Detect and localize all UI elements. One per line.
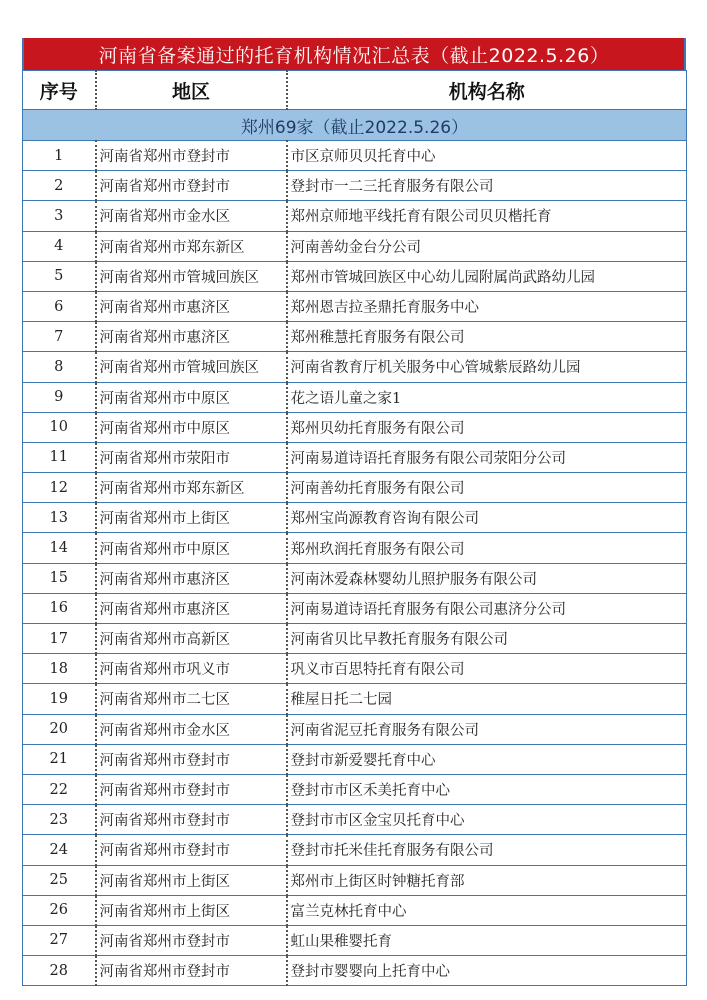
row-name: 河南易道诗语托育服务有限公司惠济分公司: [287, 593, 687, 623]
table-row: [23, 835, 687, 865]
row-name: 郑州宝尚源教育咨询有限公司: [287, 503, 687, 533]
table-row: [23, 412, 687, 442]
row-index: 9: [23, 382, 96, 412]
row-name: 郑州京师地平线托育有限公司贝贝楷托育: [287, 201, 687, 231]
table-row: [23, 322, 687, 352]
table-row: [23, 895, 687, 925]
row-index: 10: [23, 412, 96, 442]
header-row: [23, 71, 687, 110]
row-region: 河南省郑州市金水区: [96, 201, 287, 231]
table-row: [23, 805, 687, 835]
row-region: 河南省郑州市登封市: [96, 805, 287, 835]
table-row: [23, 261, 687, 291]
row-region: 河南省郑州市郑东新区: [96, 231, 287, 261]
row-region: 河南省郑州市荥阳市: [96, 442, 287, 472]
row-region: 河南省郑州市中原区: [96, 412, 287, 442]
row-index: 13: [23, 503, 96, 533]
row-index: 20: [23, 714, 96, 744]
row-index: 7: [23, 322, 96, 352]
row-region: 河南省郑州市管城回族区: [96, 352, 287, 382]
table-row: [23, 624, 687, 654]
row-region: 河南省郑州市中原区: [96, 382, 287, 412]
row-name: 登封市婴婴向上托育中心: [287, 956, 687, 986]
row-region: 河南省郑州市登封市: [96, 925, 287, 955]
row-region: 河南省郑州市郑东新区: [96, 473, 287, 503]
table-row: [23, 654, 687, 684]
row-name: 虹山果稚婴托育: [287, 925, 687, 955]
row-name: 市区京师贝贝托育中心: [287, 141, 687, 171]
row-region: 河南省郑州市二七区: [96, 684, 287, 714]
row-index: 15: [23, 563, 96, 593]
row-name: 河南省贝比早教托育服务有限公司: [287, 624, 687, 654]
table-row: [23, 563, 687, 593]
row-name: 郑州恩吉拉圣鼎托育服务中心: [287, 291, 687, 321]
row-index: 14: [23, 533, 96, 563]
table-row: [23, 774, 687, 804]
row-name: 登封市市区金宝贝托育中心: [287, 805, 687, 835]
row-region: 河南省郑州市登封市: [96, 774, 287, 804]
row-index: 27: [23, 925, 96, 955]
table-row: [23, 684, 687, 714]
table-row: [23, 382, 687, 412]
table-row: [23, 925, 687, 955]
table-row: [23, 141, 687, 171]
row-name: 稚屋日托二七园: [287, 684, 687, 714]
row-name: 郑州市上街区时钟糖托育部: [287, 865, 687, 895]
institution-table: [22, 70, 687, 986]
table-row: [23, 744, 687, 774]
row-name: 富兰克林托育中心: [287, 895, 687, 925]
row-region: 河南省郑州市管城回族区: [96, 261, 287, 291]
row-region: 河南省郑州市登封市: [96, 744, 287, 774]
row-index: 24: [23, 835, 96, 865]
row-index: 6: [23, 291, 96, 321]
row-name: 河南沐爱森林婴幼儿照护服务有限公司: [287, 563, 687, 593]
row-index: 3: [23, 201, 96, 231]
row-name: 郑州玖润托育服务有限公司: [287, 533, 687, 563]
row-region: 河南省郑州市登封市: [96, 956, 287, 986]
row-name: 登封市新爱婴托育中心: [287, 744, 687, 774]
row-name: 河南善幼金台分公司: [287, 231, 687, 261]
row-region: 河南省郑州市惠济区: [96, 322, 287, 352]
section-row: [23, 110, 687, 141]
row-name: 河南善幼托育服务有限公司: [287, 473, 687, 503]
row-region: 河南省郑州市金水区: [96, 714, 287, 744]
summary-sheet: [22, 38, 686, 986]
row-index: 25: [23, 865, 96, 895]
table-row: [23, 533, 687, 563]
row-region: 河南省郑州市上街区: [96, 895, 287, 925]
row-index: 1: [23, 141, 96, 171]
table-row: [23, 171, 687, 201]
row-index: 4: [23, 231, 96, 261]
row-index: 23: [23, 805, 96, 835]
row-name: 花之语儿童之家1: [287, 382, 687, 412]
row-index: 11: [23, 442, 96, 472]
table-row: [23, 865, 687, 895]
row-name: 郑州市管城回族区中心幼儿园附属尚武路幼儿园: [287, 261, 687, 291]
row-index: 18: [23, 654, 96, 684]
row-region: 河南省郑州市惠济区: [96, 563, 287, 593]
table-row: [23, 291, 687, 321]
table-row: [23, 352, 687, 382]
header-index: 序号: [23, 71, 96, 110]
table-row: [23, 503, 687, 533]
row-index: 22: [23, 774, 96, 804]
row-region: 河南省郑州市登封市: [96, 835, 287, 865]
row-name: 郑州贝幼托育服务有限公司: [287, 412, 687, 442]
row-region: 河南省郑州市中原区: [96, 533, 287, 563]
row-region: 河南省郑州市登封市: [96, 171, 287, 201]
row-name: 登封市市区禾美托育中心: [287, 774, 687, 804]
row-region: 河南省郑州市惠济区: [96, 593, 287, 623]
row-name: 登封市托米佳托育服务有限公司: [287, 835, 687, 865]
row-index: 19: [23, 684, 96, 714]
header-region: 地区: [96, 71, 287, 110]
row-region: 河南省郑州市惠济区: [96, 291, 287, 321]
table-row: [23, 956, 687, 986]
table-row: [23, 593, 687, 623]
row-name: 郑州稚慧托育服务有限公司: [287, 322, 687, 352]
table-row: [23, 473, 687, 503]
row-name: 巩义市百思特托育有限公司: [287, 654, 687, 684]
section-label: 郑州69家（截止2022.5.26）: [23, 110, 687, 141]
row-region: 河南省郑州市上街区: [96, 865, 287, 895]
table-row: [23, 201, 687, 231]
row-index: 17: [23, 624, 96, 654]
sheet-title: 河南省备案通过的托育机构情况汇总表（截止2022.5.26）: [22, 38, 686, 70]
row-index: 16: [23, 593, 96, 623]
row-region: 河南省郑州市上街区: [96, 503, 287, 533]
row-index: 8: [23, 352, 96, 382]
row-name: 河南易道诗语托育服务有限公司荥阳分公司: [287, 442, 687, 472]
row-index: 12: [23, 473, 96, 503]
row-name: 河南省泥豆托育服务有限公司: [287, 714, 687, 744]
row-region: 河南省郑州市高新区: [96, 624, 287, 654]
table-row: [23, 714, 687, 744]
row-index: 26: [23, 895, 96, 925]
row-name: 登封市一二三托育服务有限公司: [287, 171, 687, 201]
row-name: 河南省教育厅机关服务中心管城紫辰路幼儿园: [287, 352, 687, 382]
row-region: 河南省郑州市登封市: [96, 141, 287, 171]
row-index: 28: [23, 956, 96, 986]
table-row: [23, 231, 687, 261]
row-region: 河南省郑州市巩义市: [96, 654, 287, 684]
row-index: 5: [23, 261, 96, 291]
header-name: 机构名称: [287, 71, 687, 110]
row-index: 21: [23, 744, 96, 774]
table-row: [23, 442, 687, 472]
row-index: 2: [23, 171, 96, 201]
